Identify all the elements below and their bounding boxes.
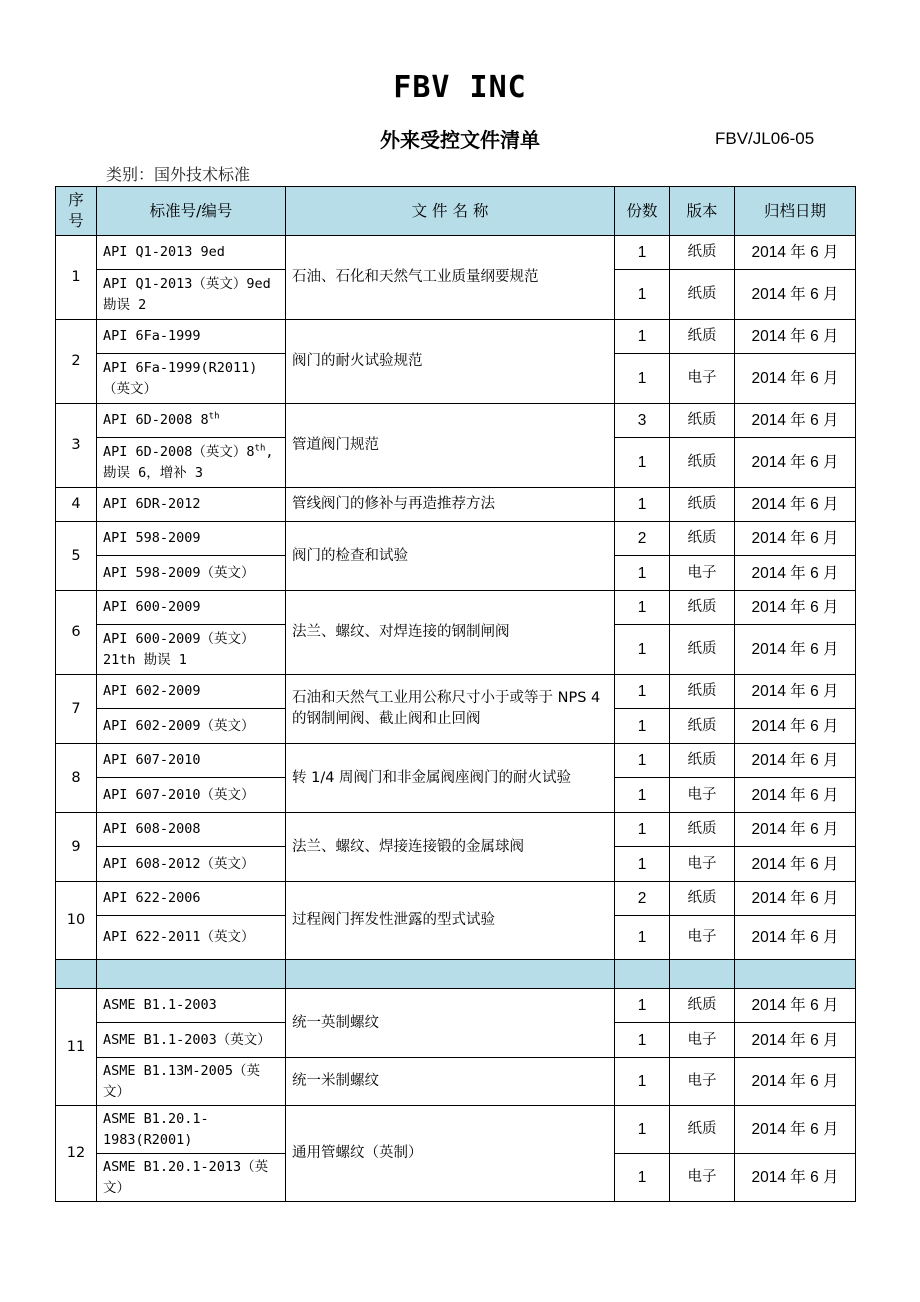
document-name-cell: 阀门的检查和试验	[286, 522, 615, 591]
archive-date-cell: 2014 年 6 月	[735, 882, 856, 916]
archive-date-cell: 2014 年 6 月	[735, 591, 856, 625]
std-number-cell	[97, 1023, 286, 1058]
std-number-cell	[97, 1154, 286, 1202]
archive-date-cell: 2014 年 6 月	[735, 438, 856, 488]
copies-cell: 1	[615, 813, 670, 847]
version-cell: 电子	[670, 1058, 735, 1106]
copies-cell: 1	[615, 675, 670, 709]
std-number-text: API 6DR-2012	[103, 496, 201, 512]
std-number-tail: ,勘误 6，增补 3	[103, 443, 274, 481]
std-number-cell	[97, 882, 286, 916]
archive-date-cell: 2014 年 6 月	[735, 847, 856, 882]
std-number-text: API 600-2009（英文）21th 勘误 1	[103, 630, 255, 668]
archive-date-cell: 2014 年 6 月	[735, 778, 856, 813]
version-cell: 纸质	[670, 709, 735, 744]
table-row	[56, 989, 856, 1023]
copies-cell: 1	[615, 591, 670, 625]
std-number-cell	[97, 488, 286, 522]
std-number-cell	[97, 675, 286, 709]
copies-cell: 1	[615, 778, 670, 813]
archive-date-cell: 2014 年 6 月	[735, 270, 856, 320]
std-number-text: API 6D-2008（英文）8	[103, 443, 255, 460]
col-header-version: 版本	[670, 187, 735, 236]
table-row	[56, 488, 856, 522]
version-cell: 电子	[670, 847, 735, 882]
document-name-cell: 石油和天然气工业用公称尺寸小于或等于 NPS 4 的钢制闸阀、截止阀和止回阀	[286, 675, 615, 744]
document-number: FBV/JL06-05	[715, 129, 815, 148]
version-cell: 纸质	[670, 675, 735, 709]
version-cell: 纸质	[670, 320, 735, 354]
version-cell: 纸质	[670, 882, 735, 916]
copies-cell: 3	[615, 404, 670, 438]
row-number-cell: 12	[56, 1106, 97, 1202]
std-number-text: API 598-2009	[103, 530, 201, 546]
copies-cell: 1	[615, 1154, 670, 1202]
std-number-text: API 607-2010	[103, 752, 201, 768]
std-number-text: ASME B1.20.1-1983(R2001)	[103, 1110, 209, 1148]
std-number-text: API 608-2012（英文）	[103, 855, 255, 872]
std-number-text: API 6D-2008 8	[103, 412, 209, 428]
version-cell: 电子	[670, 916, 735, 960]
document-list-table	[55, 186, 856, 1202]
std-number-cell	[97, 236, 286, 270]
std-number-cell	[97, 709, 286, 744]
archive-date-cell: 2014 年 6 月	[735, 675, 856, 709]
version-cell: 电子	[670, 778, 735, 813]
archive-date-cell: 2014 年 6 月	[735, 625, 856, 675]
table-row	[56, 404, 856, 438]
std-number-text: API 600-2009	[103, 599, 201, 615]
archive-date-cell: 2014 年 6 月	[735, 556, 856, 591]
std-number-text: API 607-2010（英文）	[103, 786, 255, 803]
table-row	[56, 675, 856, 709]
archive-date-cell: 2014 年 6 月	[735, 354, 856, 404]
document-name-cell: 法兰、螺纹、焊接连接锻的金属球阀	[286, 813, 615, 882]
document-name-cell: 统一米制螺纹	[286, 1058, 615, 1106]
document-name-cell: 转 1/4 周阀门和非金属阀座阀门的耐火试验	[286, 744, 615, 813]
table-row	[56, 236, 856, 270]
version-cell: 纸质	[670, 591, 735, 625]
table-row	[56, 882, 856, 916]
copies-cell: 1	[615, 354, 670, 404]
version-cell: 纸质	[670, 625, 735, 675]
version-cell: 纸质	[670, 488, 735, 522]
copies-cell: 1	[615, 916, 670, 960]
archive-date-cell: 2014 年 6 月	[735, 1058, 856, 1106]
document-name-cell: 阀门的耐火试验规范	[286, 320, 615, 404]
copies-cell: 1	[615, 709, 670, 744]
row-number-cell: 3	[56, 404, 97, 488]
row-number-cell: 7	[56, 675, 97, 744]
edition-superscript: th	[208, 411, 220, 422]
std-number-text: API 608-2008	[103, 821, 201, 837]
version-cell: 纸质	[670, 438, 735, 488]
std-number-text: API 6Fa-1999	[103, 328, 201, 344]
std-number-cell	[97, 591, 286, 625]
archive-date-cell: 2014 年 6 月	[735, 488, 856, 522]
table-row	[56, 591, 856, 625]
copies-cell: 1	[615, 488, 670, 522]
std-number-text: API 622-2006	[103, 890, 201, 906]
archive-date-cell: 2014 年 6 月	[735, 709, 856, 744]
std-number-cell	[97, 556, 286, 591]
std-number-text: API 6Fa-1999(R2011)（英文）	[103, 359, 258, 397]
document-title: 外来受控文件清单	[380, 128, 540, 152]
std-number-cell	[97, 813, 286, 847]
version-cell: 纸质	[670, 989, 735, 1023]
row-number-cell: 2	[56, 320, 97, 404]
copies-cell: 1	[615, 556, 670, 591]
archive-date-cell: 2014 年 6 月	[735, 320, 856, 354]
archive-date-cell: 2014 年 6 月	[735, 236, 856, 270]
row-number-cell: 1	[56, 236, 97, 320]
version-cell: 纸质	[670, 270, 735, 320]
copies-cell: 2	[615, 882, 670, 916]
std-number-cell	[97, 270, 286, 320]
separator-cell	[286, 960, 615, 989]
version-cell: 纸质	[670, 522, 735, 556]
std-number-cell	[97, 404, 286, 438]
document-name-cell: 石油、石化和天然气工业质量纲要规范	[286, 236, 615, 320]
archive-date-cell: 2014 年 6 月	[735, 522, 856, 556]
separator-cell	[97, 960, 286, 989]
col-header-count: 份数	[615, 187, 670, 236]
row-number-cell: 8	[56, 744, 97, 813]
std-number-cell	[97, 778, 286, 813]
version-cell: 电子	[670, 1023, 735, 1058]
version-cell: 纸质	[670, 236, 735, 270]
std-number-text: ASME B1.13M-2005（英文）	[103, 1062, 261, 1100]
document-name-cell: 通用管螺纹（英制）	[286, 1106, 615, 1202]
row-number-cell: 5	[56, 522, 97, 591]
document-name-cell: 统一英制螺纹	[286, 989, 615, 1058]
separator-cell	[615, 960, 670, 989]
category-label: 类别：国外技术标准	[106, 165, 251, 184]
copies-cell: 1	[615, 236, 670, 270]
copies-cell: 1	[615, 1023, 670, 1058]
copies-cell: 1	[615, 438, 670, 488]
document-name-cell: 管道阀门规范	[286, 404, 615, 488]
std-number-text: API 598-2009（英文）	[103, 564, 255, 581]
std-number-text: ASME B1.1-2003	[103, 997, 217, 1013]
edition-superscript: th	[254, 443, 266, 453]
archive-date-cell: 2014 年 6 月	[735, 916, 856, 960]
copies-cell: 1	[615, 320, 670, 354]
copies-cell: 1	[615, 847, 670, 882]
std-number-cell	[97, 1106, 286, 1154]
std-number-text: API 602-2009（英文）	[103, 717, 255, 734]
separator-cell	[56, 960, 97, 989]
document-name-cell: 过程阀门挥发性泄露的型式试验	[286, 882, 615, 960]
std-number-cell	[97, 438, 286, 488]
version-cell: 电子	[670, 354, 735, 404]
archive-date-cell: 2014 年 6 月	[735, 989, 856, 1023]
row-number-cell: 6	[56, 591, 97, 675]
archive-date-cell: 2014 年 6 月	[735, 1106, 856, 1154]
table-row	[56, 320, 856, 354]
separator-cell	[735, 960, 856, 989]
document-name-cell: 法兰、螺纹、对焊连接的钢制闸阀	[286, 591, 615, 675]
std-number-cell	[97, 847, 286, 882]
archive-date-cell: 2014 年 6 月	[735, 404, 856, 438]
copies-cell: 1	[615, 625, 670, 675]
copies-cell: 1	[615, 744, 670, 778]
copies-cell: 1	[615, 989, 670, 1023]
std-number-text: API Q1-2013 9ed	[103, 244, 225, 260]
version-cell: 纸质	[670, 1106, 735, 1154]
std-number-cell	[97, 989, 286, 1023]
section-separator-row	[56, 960, 856, 989]
row-number-cell: 11	[56, 989, 97, 1106]
std-number-cell	[97, 522, 286, 556]
row-number-cell: 10	[56, 882, 97, 960]
company-title: FBV INC	[393, 70, 527, 105]
std-number-cell	[97, 916, 286, 960]
copies-cell: 1	[615, 270, 670, 320]
std-number-text: API 602-2009	[103, 683, 201, 699]
col-header-no: 序 号	[56, 187, 97, 236]
table-header-row	[56, 187, 856, 236]
version-cell: 电子	[670, 1154, 735, 1202]
std-number-text: ASME B1.1-2003（英文）	[103, 1031, 271, 1048]
copies-cell: 1	[615, 1106, 670, 1154]
std-number-text: ASME B1.20.1-2013（英文）	[103, 1158, 269, 1196]
separator-cell	[670, 960, 735, 989]
document-name-cell: 管线阀门的修补与再造推荐方法	[286, 488, 615, 522]
archive-date-cell: 2014 年 6 月	[735, 1023, 856, 1058]
version-cell: 纸质	[670, 404, 735, 438]
std-number-text: API Q1-2013（英文）9ed 勘误 2	[103, 275, 271, 313]
std-number-cell	[97, 354, 286, 404]
version-cell: 纸质	[670, 744, 735, 778]
copies-cell: 1	[615, 1058, 670, 1106]
table-row	[56, 813, 856, 847]
table-row	[56, 1058, 856, 1106]
archive-date-cell: 2014 年 6 月	[735, 1154, 856, 1202]
std-number-text: API 622-2011（英文）	[103, 929, 255, 945]
col-header-date: 归档日期	[735, 187, 856, 236]
version-cell: 纸质	[670, 813, 735, 847]
copies-cell: 2	[615, 522, 670, 556]
table-row	[56, 744, 856, 778]
col-header-name: 文 件 名 称	[286, 187, 615, 236]
version-cell: 电子	[670, 556, 735, 591]
std-number-cell	[97, 744, 286, 778]
std-number-cell	[97, 625, 286, 675]
row-number-cell: 9	[56, 813, 97, 882]
std-number-cell	[97, 1058, 286, 1106]
table-row	[56, 522, 856, 556]
table-row	[56, 1106, 856, 1154]
row-number-cell: 4	[56, 488, 97, 522]
std-number-cell	[97, 320, 286, 354]
archive-date-cell: 2014 年 6 月	[735, 813, 856, 847]
col-header-std: 标准号/编号	[97, 187, 286, 236]
archive-date-cell: 2014 年 6 月	[735, 744, 856, 778]
